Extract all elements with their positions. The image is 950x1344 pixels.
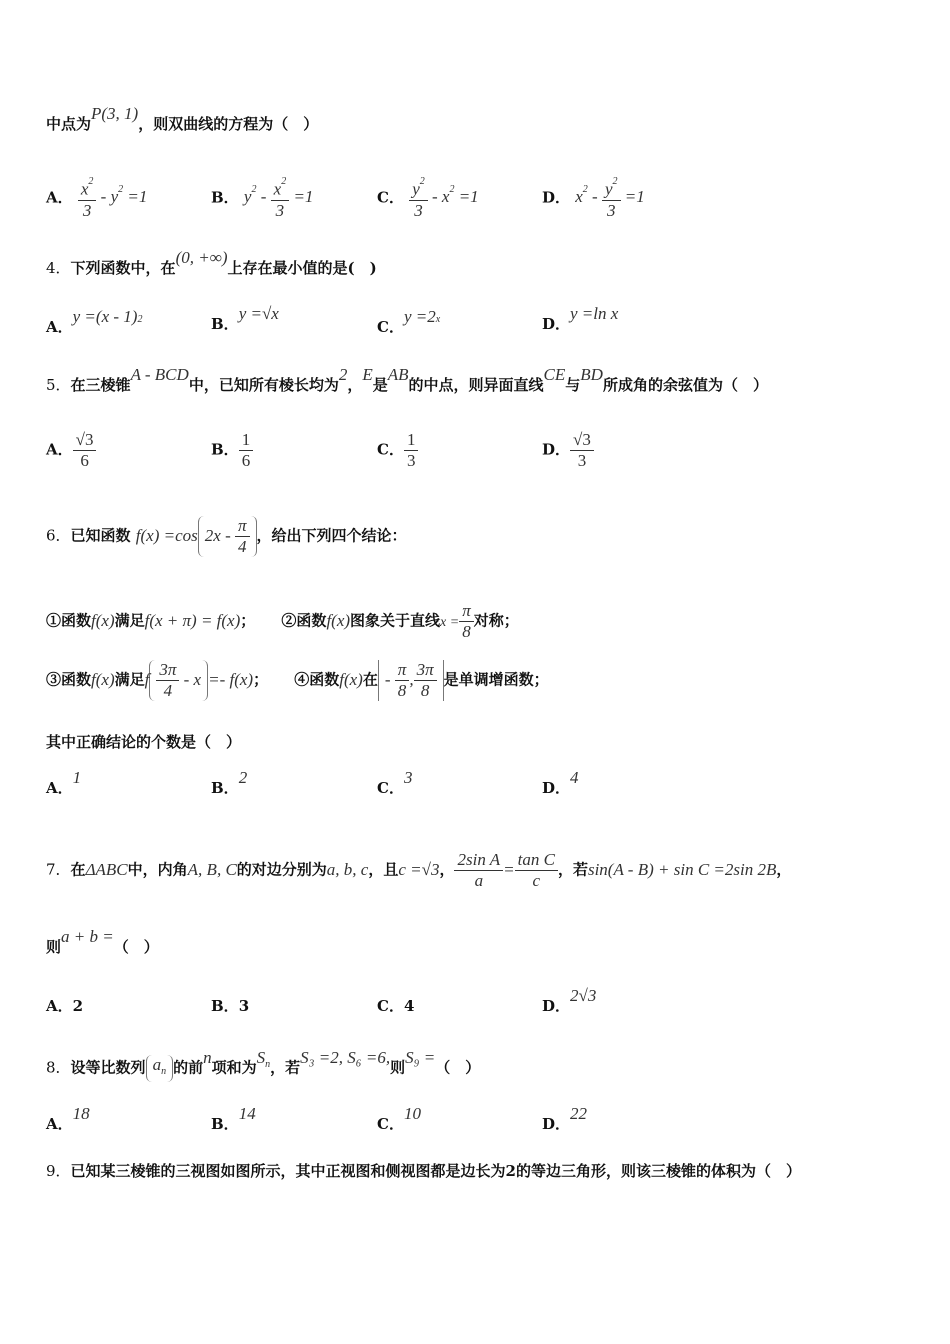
q5-option-a: A． $\frac{√3}{6}$ xyxy=(46,430,96,471)
q7-stem: 7．在ΔABC中，内角A, B, C的对边分别为a, b, c，且c =√3， $\frac{\text{2sin A}}{a}$ = $\frac{\text{tan C}}{c}$ ，若sin(A - B) + sin C =2sin 2B， xyxy=(46,850,792,890)
q8-option-a: A．18 xyxy=(46,1104,90,1133)
q3-option-b: B． $y^2$ - $\frac{x^2}{3}$ =1 xyxy=(211,176,314,220)
q7-option-d: D．2√3 xyxy=(542,986,597,1015)
q6-option-c: C．3 xyxy=(377,768,413,797)
q4-option-a: A．y =(x - 1)$^2$ xyxy=(46,307,143,336)
q3-option-d: D． $x^2$ - $\frac{y^2}{3}$ =1 xyxy=(542,176,645,220)
q6-question: 其中正确结论的个数是（ ） xyxy=(46,733,242,751)
q4-option-d: D．y =ln x xyxy=(542,304,619,333)
q5-option-c: C． $\frac{1}{3}$ xyxy=(377,430,418,471)
q6-stem: 6．已知函数 f(x) =cos 2x - $\frac{\pi}{4}$ ，给出下列四个结论： xyxy=(46,516,407,556)
q4-interval: (0, +∞) xyxy=(175,248,228,267)
q5-option-b: B． $\frac{1}{6}$ xyxy=(211,430,253,471)
q8-option-d: D．22 xyxy=(542,1104,588,1133)
q3-option-a: A． $\frac{x^2}{3}$ - $y^2 =1$ xyxy=(46,176,148,220)
q3-option-c: C． $\frac{y^2}{3}$ - $x^2 =1$ xyxy=(377,176,479,220)
q8-stem: 8．设等比数列 $a_n$ 的前n项和为$S_n$，若S₃ =2, S₆ =6,则S₉ =（ ） xyxy=(46,1055,480,1085)
q8-option-b: B．14 xyxy=(211,1104,256,1133)
q7-line2: 则a + b =（ ） xyxy=(46,927,159,956)
q7-option-b: B．3 xyxy=(211,997,250,1015)
q6-conclusion-1-2: ①函数f(x)满足f(x + π) = f(x)； ②函数f(x)图象关于直线x = $\frac{\pi}{8}$ 对称； xyxy=(46,601,519,641)
q4-option-b: B．y =√x xyxy=(211,304,279,333)
q5-stem: 5．在三棱锥A - BCD中，已知所有棱长均为2，E是AB的中点，则异面直线CE与BD所成角的余弦值为（ ） xyxy=(46,365,768,394)
q8-option-c: C．10 xyxy=(377,1104,421,1133)
q9-stem: 9．已知某三棱锥的三视图如图所示，其中正视图和侧视图都是边长为2的等边三角形，则该三棱锥的体积为（ ） xyxy=(46,1162,801,1180)
q6-conclusion-3-4: ③函数f(x)满足f $\frac{3\pi}{4}$ - x =- f(x)； ④函数f(x)在 - $\frac{\pi}{8}$ , $\frac{3\pi}{8}$ 是单调增函数； xyxy=(46,660,549,700)
q4-option-c: C．$y =2^x$ xyxy=(377,307,441,336)
q4-stem: 4．下列函数中，在(0, +∞)上存在最小值的是( ) xyxy=(46,248,377,277)
q5-option-d: D． $\frac{√3}{3}$ xyxy=(542,430,594,471)
q7-option-c: C．4 xyxy=(377,997,415,1015)
q6-option-b: B．2 xyxy=(211,768,248,797)
q6-option-a: A．1 xyxy=(46,768,82,797)
q6-option-d: D．4 xyxy=(542,768,579,797)
q3-stem: 中点为P(3, 1)，则双曲线的方程为（ ） xyxy=(46,104,319,133)
q3-point: P(3, 1) xyxy=(91,104,139,123)
q7-option-a: A．2 xyxy=(46,997,84,1015)
